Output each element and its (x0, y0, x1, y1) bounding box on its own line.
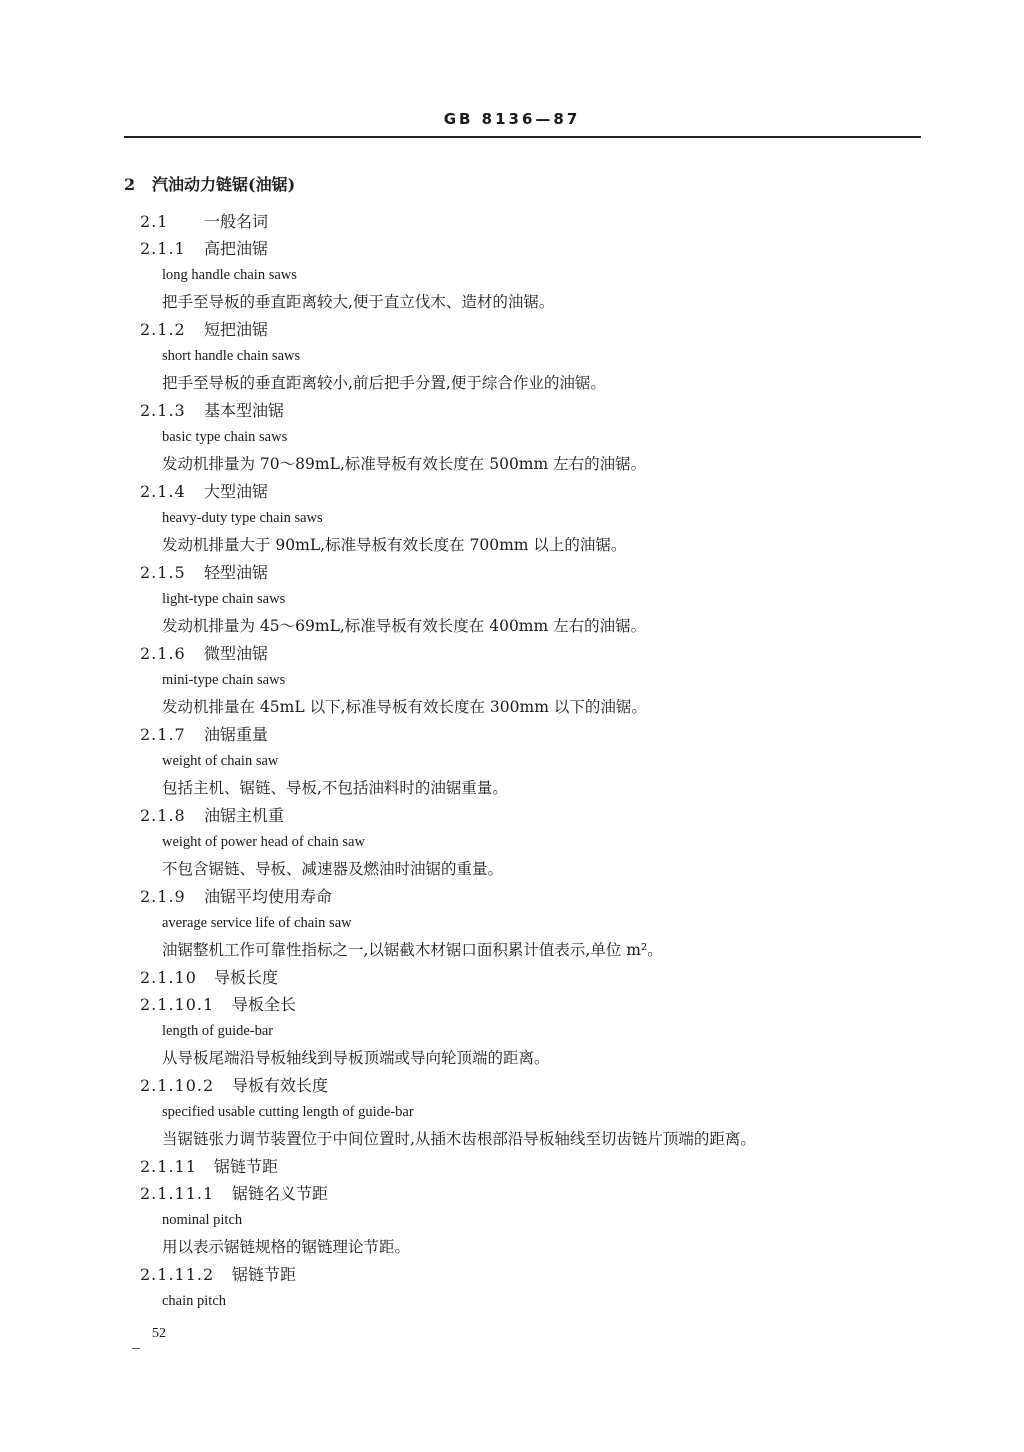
term-english: chain pitch (162, 1293, 227, 1309)
term-heading (140, 559, 900, 586)
term-name: 短把油锯 (204, 320, 269, 339)
term-english: weight of power head of chain saw (162, 834, 365, 850)
term-entry (140, 1261, 900, 1315)
term-list (140, 208, 900, 1315)
term-entry (140, 802, 900, 883)
term-definition: 不包含锯链、导板、减速器及燃油时油锯的重量。 (162, 860, 504, 878)
term-number: 2.1.11.2 (140, 1265, 215, 1284)
term-number: 2.1.10 (140, 968, 197, 987)
term-number: 2.1.10.2 (140, 1076, 215, 1095)
term-number: 2.1.8 (140, 806, 186, 825)
term-heading (140, 1153, 900, 1180)
page-mark (132, 1348, 140, 1349)
section-title (124, 172, 295, 195)
term-entry (140, 883, 900, 964)
term-definition: 包括主机、锯链、导板,不包括油料时的油锯重量。 (162, 779, 508, 797)
term-heading (140, 721, 900, 748)
term-heading (140, 640, 900, 667)
term-entry (140, 478, 900, 559)
term-english: specified usable cutting length of guide-bar (162, 1104, 414, 1120)
term-number: 2.1.5 (140, 563, 186, 582)
term-english: long handle chain saws (162, 267, 297, 283)
term-number: 2.1.6 (140, 644, 186, 663)
term-definition: 把手至导板的垂直距离较小,前后把手分置,便于综合作业的油锯。 (162, 374, 606, 392)
term-english: weight of chain saw (162, 753, 279, 769)
standard-code-header: GB 8136—87 (443, 110, 581, 128)
page-number: 52 (152, 1326, 166, 1341)
term-definition: 当锯链张力调节装置位于中间位置时,从插木齿根部沿导板轴线至切齿链片顶端的距离。 (162, 1130, 756, 1148)
section-heading: 汽油动力链锯(油锯) (152, 175, 296, 194)
term-number: 2.1.3 (140, 401, 186, 420)
term-entry (140, 640, 900, 721)
term-entry (140, 721, 900, 802)
term-name: 导板长度 (214, 968, 279, 987)
term-name: 油锯重量 (204, 725, 269, 744)
term-heading (140, 235, 900, 262)
term-name: 轻型油锯 (204, 563, 269, 582)
term-number: 2.1.10.1 (140, 995, 215, 1014)
term-heading (140, 397, 900, 424)
term-entry (140, 1180, 900, 1261)
term-heading (140, 883, 900, 910)
term-english: heavy-duty type chain saws (162, 510, 323, 526)
term-heading (140, 1261, 900, 1288)
term-heading (140, 802, 900, 829)
term-english: light-type chain saws (162, 591, 286, 607)
term-number: 2.1.11.1 (140, 1184, 215, 1203)
term-number: 2.1 (140, 212, 169, 231)
header-rule (124, 136, 921, 138)
term-name: 油锯主机重 (204, 806, 285, 825)
term-name: 导板全长 (232, 995, 297, 1014)
term-number: 2.1.2 (140, 320, 186, 339)
term-entry (140, 235, 900, 316)
term-heading (140, 316, 900, 343)
term-definition: 把手至导板的垂直距离较大,便于直立伐木、造材的油锯。 (162, 293, 555, 311)
term-entry (140, 208, 900, 235)
term-entry (140, 316, 900, 397)
term-definition: 从导板尾端沿导板轴线到导板顶端或导向轮顶端的距离。 (162, 1049, 550, 1067)
term-heading (140, 478, 900, 505)
term-name: 高把油锯 (204, 239, 269, 258)
term-definition: 发动机排量在 45mL 以下,标准导板有效长度在 300mm 以下的油锯。 (162, 698, 647, 716)
term-entry (140, 559, 900, 640)
term-definition: 用以表示锯链规格的锯链理论节距。 (162, 1238, 411, 1256)
term-english: average service life of chain saw (162, 915, 352, 931)
section-number: 2 (124, 175, 136, 194)
term-number: 2.1.1 (140, 239, 186, 258)
term-name: 油锯平均使用寿命 (204, 887, 333, 906)
term-name: 微型油锯 (204, 644, 269, 663)
term-name: 锯链节距 (214, 1157, 279, 1176)
term-name: 锯链名义节距 (232, 1184, 329, 1203)
term-english: basic type chain saws (162, 429, 288, 445)
term-name: 大型油锯 (204, 482, 269, 501)
term-definition: 发动机排量大于 90mL,标准导板有效长度在 700mm 以上的油锯。 (162, 536, 627, 554)
term-heading (140, 1180, 900, 1207)
term-heading (140, 1072, 900, 1099)
term-number: 2.1.11 (140, 1157, 197, 1176)
term-name: 锯链节距 (232, 1265, 297, 1284)
term-entry (140, 397, 900, 478)
term-definition: 油锯整机工作可靠性指标之一,以锯截木材锯口面积累计值表示,单位 m²。 (162, 941, 663, 959)
term-heading (140, 208, 900, 235)
term-entry (140, 991, 900, 1072)
term-english: short handle chain saws (162, 348, 301, 364)
term-number: 2.1.7 (140, 725, 186, 744)
term-entry (140, 1072, 900, 1153)
term-english: length of guide-bar (162, 1023, 274, 1039)
term-name: 基本型油锯 (204, 401, 285, 420)
term-definition: 发动机排量为 45～69mL,标准导板有效长度在 400mm 左右的油锯。 (162, 617, 647, 635)
term-entry (140, 964, 900, 991)
term-heading (140, 991, 900, 1018)
term-number: 2.1.4 (140, 482, 186, 501)
term-entry (140, 1153, 900, 1180)
term-name: 一般名词 (204, 212, 269, 231)
term-name: 导板有效长度 (232, 1076, 329, 1095)
term-heading (140, 964, 900, 991)
term-english: nominal pitch (162, 1212, 243, 1228)
term-english: mini-type chain saws (162, 672, 286, 688)
term-number: 2.1.9 (140, 887, 186, 906)
term-definition: 发动机排量为 70～89mL,标准导板有效长度在 500mm 左右的油锯。 (162, 455, 647, 473)
